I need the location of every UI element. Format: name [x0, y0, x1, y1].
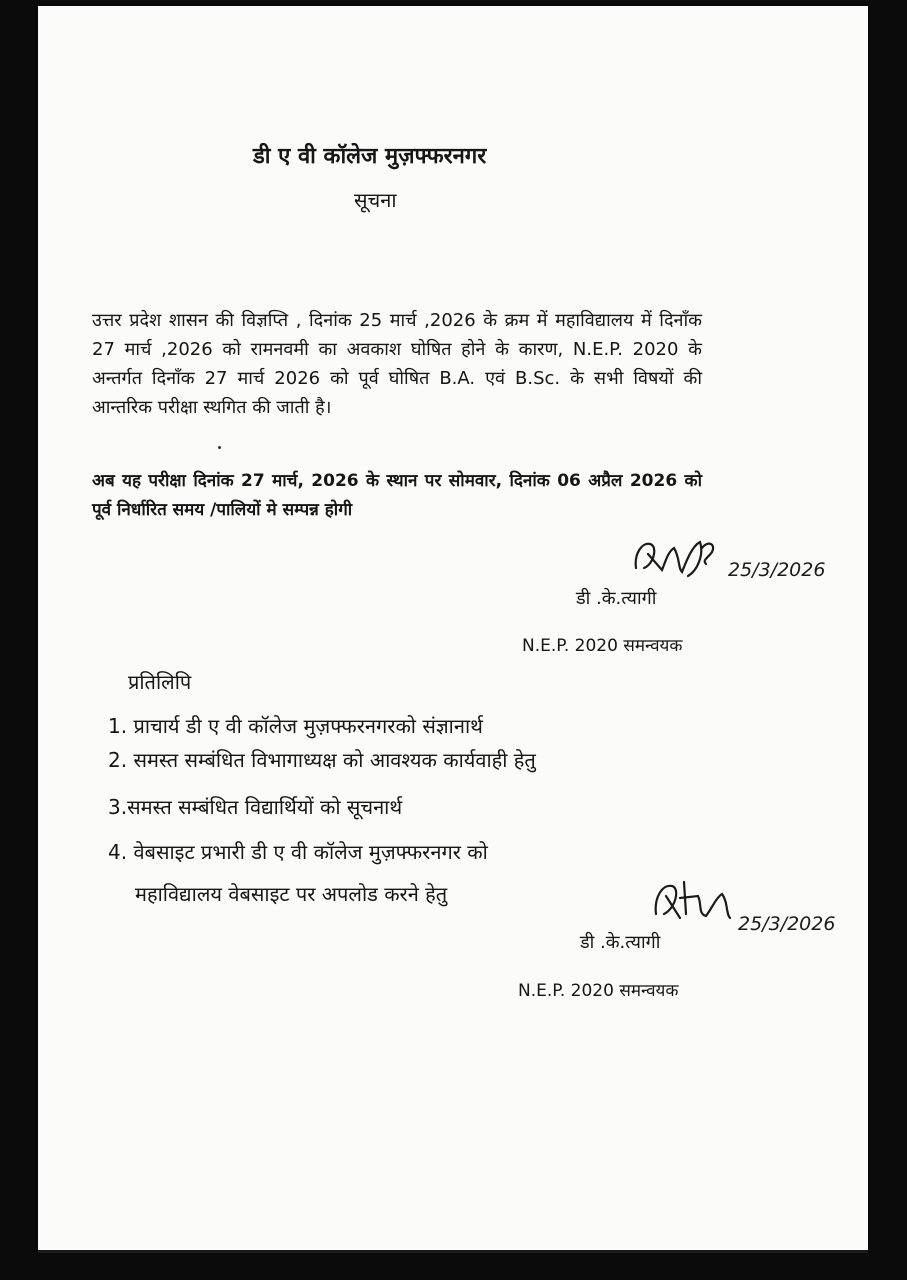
signatory-1-name: डी .के.त्यागी	[576, 588, 657, 609]
paper-edge	[38, 1250, 868, 1253]
signature-2-date: 25/3/2026	[738, 913, 836, 934]
signatory-2-name: डी .के.त्यागी	[580, 932, 661, 953]
copy-item-4: 4. वेबसाइट प्रभारी डी ए वी कॉलेज मुज़फ्फरनगर को	[108, 840, 488, 864]
notice-paragraph-2: अब यह परीक्षा दिनांक 27 मार्च, 2026 के स्थान पर सोमवार, दिनांक 06 अप्रैल 2026 को पूर्व निर्धारित समय /पालियों मे सम्पन्न होगी	[92, 471, 702, 520]
notice-paragraph-1: उत्तर प्रदेश शासन की विज्ञप्ति , दिनांक 25 मार्च ,2026 के क्रम में महाविद्यालय में दिनाँक 27 मार्च ,2026 को रामनवमी का अवकाश घोषित होने के कारण, N.E.P. 2020 के अन्तर्गत दिनाँक 27 मार्च 2026 को पूर्व घोषित B.A. एवं B.Sc. के सभी विषयों की आन्तरिक परीक्षा स्थगित की जाती है।	[92, 310, 702, 418]
notice-heading: सूचना	[354, 188, 397, 212]
signature-1-date: 25/3/2026	[728, 559, 826, 581]
college-title: डी ए वी कॉलेज मुज़फ्फरनगर	[253, 144, 487, 169]
ink-dot	[218, 446, 221, 449]
signature-1	[628, 534, 838, 586]
paper-sheet	[38, 6, 868, 1250]
copy-item-2: 2. समस्त सम्बंधित विभागाध्यक्ष को आवश्यक कार्यवाही हेतु	[108, 748, 536, 772]
copy-item-3: 3.समस्त सम्बंधित विद्यार्थियों को सूचनार्थ	[108, 795, 403, 819]
copy-heading: प्रतिलिपि	[128, 670, 192, 694]
signatory-1-role: N.E.P. 2020 समन्वयक	[522, 636, 683, 656]
copy-item-4-continued: महाविद्यालय वेबसाइट पर अपलोड करने हेतु	[135, 882, 448, 906]
signature-2	[650, 874, 850, 934]
signatory-2-role: N.E.P. 2020 समन्वयक	[518, 981, 679, 1001]
copy-item-1: 1. प्राचार्य डी ए वी कॉलेज मुज़फ्फरनगरको संज्ञानार्थ	[108, 714, 483, 738]
